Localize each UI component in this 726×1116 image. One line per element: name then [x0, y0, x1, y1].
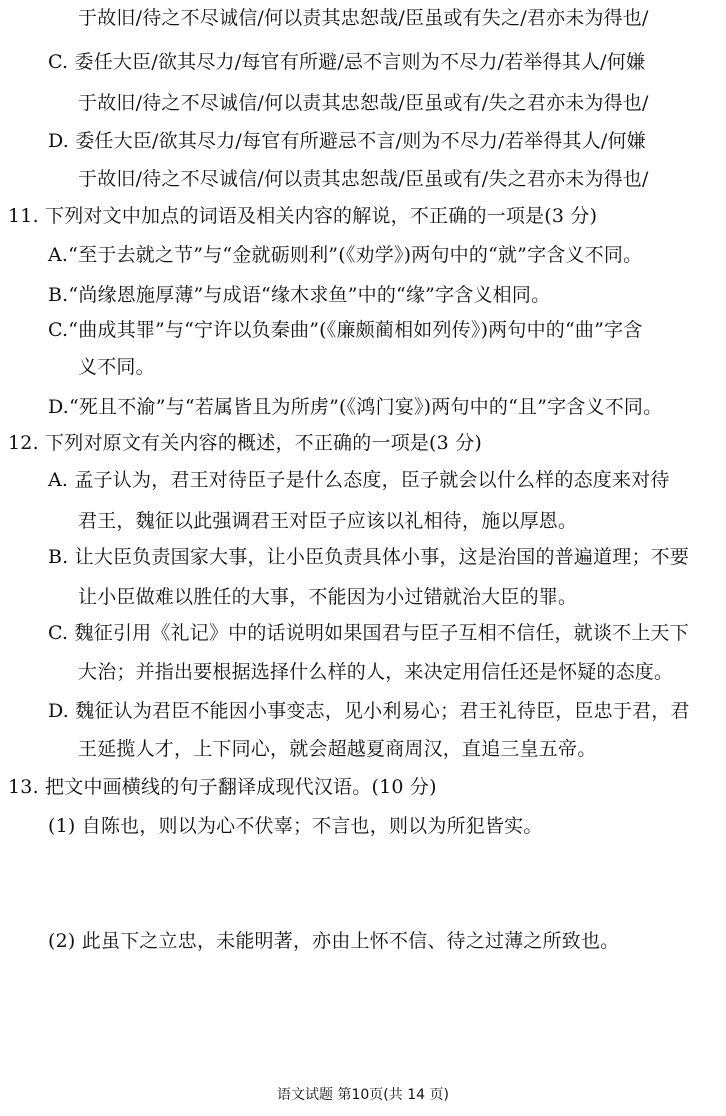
- q11-option-a: A.“至于去就之节”与“金就砺则利”(《劝学》)两句中的“就”字含义不同。: [48, 244, 643, 266]
- q10-option-d-line1: D. 委任大臣/欲其尽力/每官有所避忌不言/则为不尽力/若举得其人/何嫌: [48, 130, 646, 152]
- q12-option-c-line2: 大治；并指出要根据选择什么样的人，来决定用信任还是怀疑的态度。: [78, 661, 674, 683]
- q10-option-c-line2: 于故旧/待之不尽诚信/何以责其忠恕哉/臣虽或有/失之君亦未为得也/: [78, 92, 649, 114]
- q11-stem: 11. 下列对文中加点的词语及相关内容的解说，不正确的一项是(3 分): [8, 205, 598, 227]
- q12-option-b-line1: B. 让大臣负责国家大事，让小臣负责具体小事，这是治国的普遍道理；不要: [48, 546, 690, 568]
- q12-option-c-line1: C. 魏征引用《礼记》中的话说明如果国君与臣子互相不信任，就谈不上天下: [48, 622, 689, 644]
- page-footer: 语文试题 第10页(共 14 页): [277, 1087, 449, 1103]
- q10-option-b-continuation: 于故旧/待之不尽诚信/何以责其忠恕哉/臣虽或有失之/君亦未为得也/: [78, 7, 649, 29]
- q11-option-c-line1: C.“曲成其罪”与“宁许以负秦曲”(《廉颇蔺相如列传》)两句中的“曲”字含: [48, 319, 643, 341]
- q11-option-d: D.“死且不渝”与“若属皆且为所虏”(《鸿门宴》)两句中的“且”字含义不同。: [48, 396, 663, 418]
- q13-sentence-1: (1) 自陈也，则以为心不伏辜；不言也，则以为所犯皆实。: [48, 815, 543, 837]
- q12-option-b-line2: 让小臣做难以胜任的大事，不能因为小过错就治大臣的罪。: [78, 586, 578, 608]
- q12-option-a-line1: A. 孟子认为，君王对待臣子是什么态度，臣子就会以什么样的态度来对待: [48, 469, 670, 491]
- q10-option-c-line1: C. 委任大臣/欲其尽力/每官有所避/忌不言则为不尽力/若举得其人/何嫌: [48, 51, 646, 73]
- q11-option-c-line2: 义不同。: [78, 356, 155, 378]
- q11-option-b: B.“尚缘恩施厚薄”与成语“缘木求鱼”中的“缘”字含义相同。: [48, 284, 551, 306]
- q12-option-d-line2: 王延揽人才，上下同心，就会超越夏商周汉，直追三皇五帝。: [78, 738, 597, 760]
- q13-sentence-2: (2) 此虽下之立忠，未能明著，亦由上怀不信、待之过薄之所致也。: [48, 930, 620, 952]
- q10-option-d-line2: 于故旧/待之不尽诚信/何以责其忠恕哉/臣虽或有/失之君亦未为得也/: [78, 168, 649, 190]
- q13-stem: 13. 把文中画横线的句子翻译成现代汉语。(10 分): [8, 776, 437, 798]
- q12-stem: 12. 下列对原文有关内容的概述，不正确的一项是(3 分): [8, 432, 483, 454]
- q12-option-a-line2: 君王，魏征以此强调君王对臣子应该以礼相待，施以厚恩。: [78, 510, 578, 532]
- q12-option-d-line1: D. 魏征认为君臣不能因小事变志，见小利易心；君王礼待臣，臣忠于君，君: [48, 700, 690, 722]
